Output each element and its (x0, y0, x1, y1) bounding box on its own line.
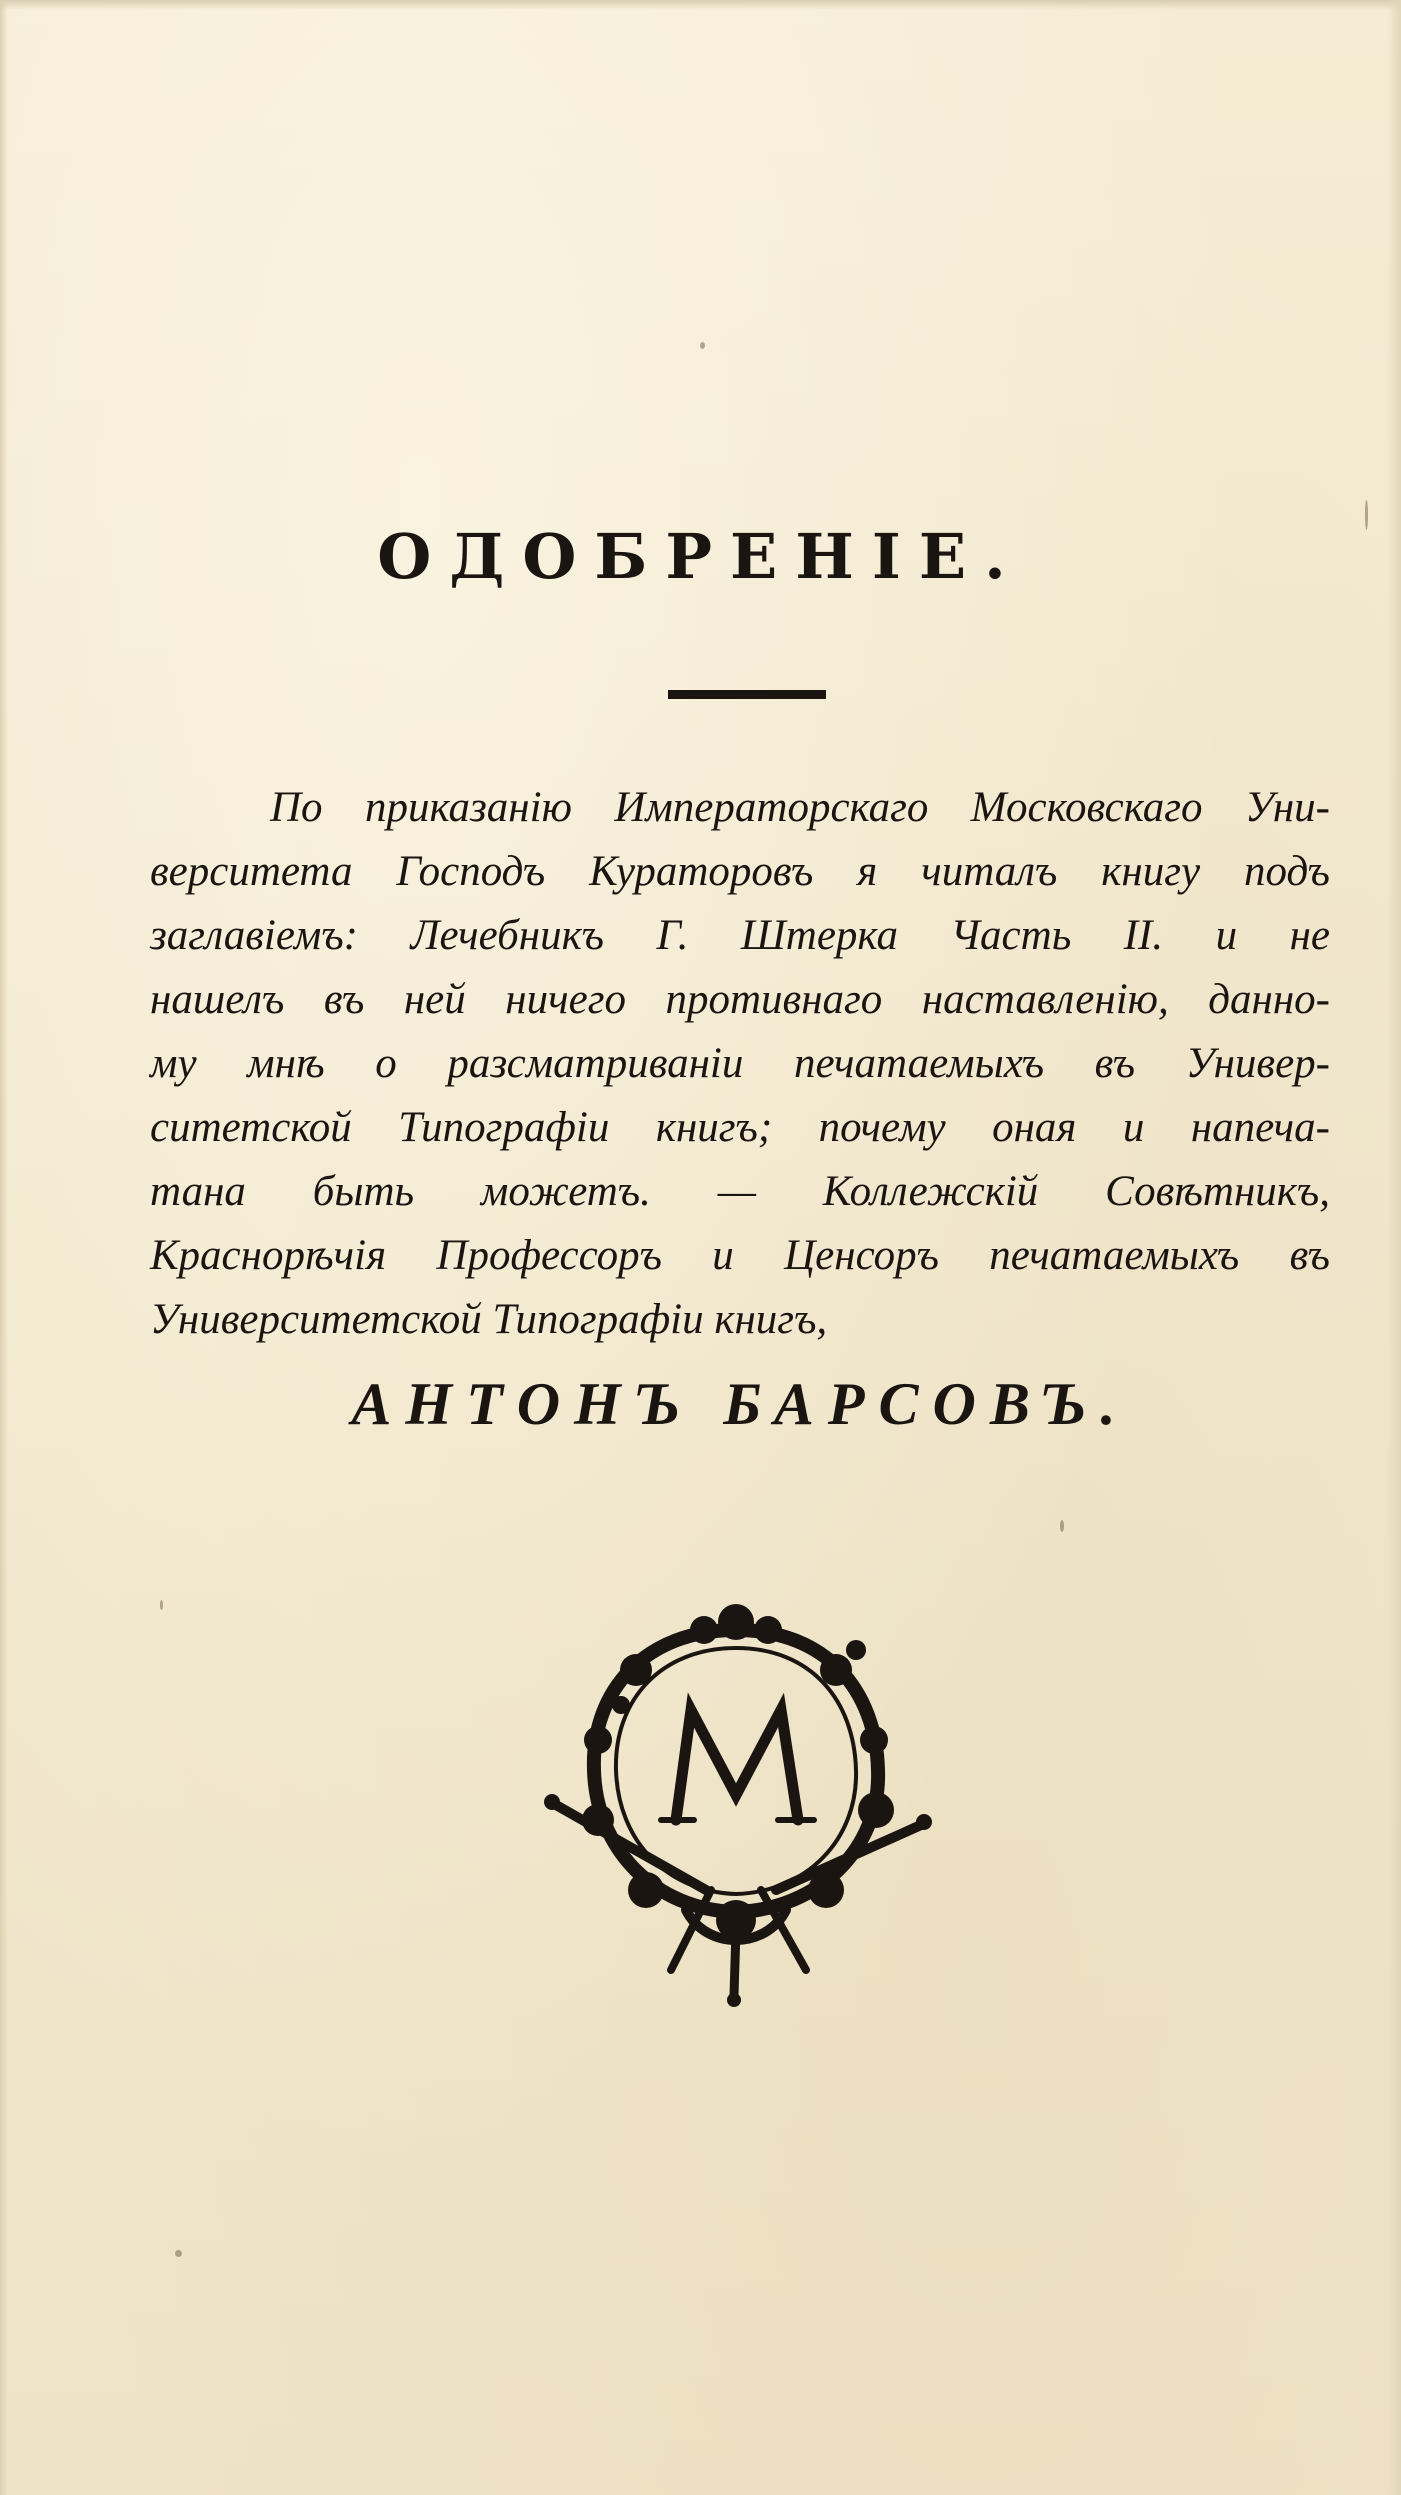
title-rule (668, 690, 826, 699)
paper-fleck (1060, 1520, 1064, 1532)
signature: АНТОНЪ БАРСОВЪ. (351, 1371, 1130, 1437)
approval-text (150, 776, 1330, 1352)
text-line: тана быть можетъ. — Коллежскій Совѣтникъ, (150, 1168, 1330, 1215)
text-line: му мнѣ о разсматриваніи печатаемыхъ въ Универ- (150, 1040, 1330, 1087)
ornament-monogram: M (735, 1818, 737, 1819)
paper-fleck (175, 2250, 182, 2257)
page-edge-left (0, 0, 8, 2495)
text-line: Краснорѣчія Профессоръ и Ценсоръ печатаемыхъ въ (150, 1232, 1330, 1279)
text-line: верситета Господъ Кураторовъ я читалъ книгу подъ (150, 848, 1330, 895)
page-edge-top (0, 0, 1401, 10)
page-title: ОДОБРЕНІЕ. (377, 520, 1024, 593)
wreath-monogram-ornament (536, 1590, 936, 2010)
text-line: По приказанію Императорскаго Московскаго Уни- (270, 784, 1330, 831)
text-line: заглавіемъ: Лечебникъ Г. Штерка Часть II. и не (150, 912, 1330, 959)
page-edge-right (1387, 0, 1401, 2495)
text-line: ситетской Типографіи книгъ; почему оная и напеча- (150, 1104, 1330, 1151)
text-line: Университетской Типографіи книгъ, (150, 1296, 828, 1343)
paper-fleck (700, 342, 705, 349)
text-line: нашелъ въ ней ничего противнаго наставленію, данно- (150, 976, 1330, 1023)
paper-fleck (160, 1600, 163, 1610)
